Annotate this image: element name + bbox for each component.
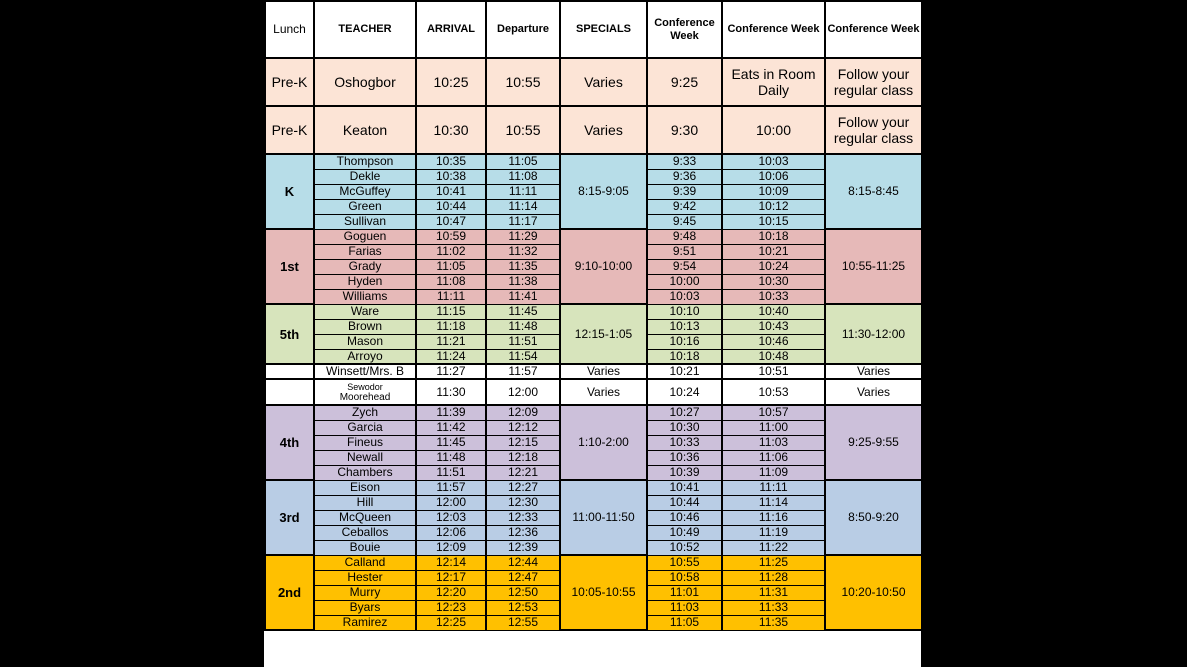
arrival-cell: 11:39 [416,405,486,420]
conference-cell-2: 11:16 [722,510,825,525]
grade-cell: 5th [265,304,314,364]
departure-cell: 12:44 [486,555,560,570]
teacher-cell: Winsett/Mrs. B [314,364,416,379]
conference-cell-2: 10:18 [722,229,825,244]
teacher-cell: Garcia [314,420,416,435]
table-row [265,364,922,379]
teacher-cell: Arroyo [314,349,416,364]
table-row [265,229,922,244]
teacher-cell: Bouie [314,540,416,555]
conference-cell-1: 9:51 [647,244,722,259]
conference-cell-1: 9:45 [647,214,722,229]
header-departure: Departure [486,1,560,58]
teacher-cell: Murry [314,585,416,600]
arrival-cell: 12:23 [416,600,486,615]
conference-cell-1: 10:18 [647,349,722,364]
conference-cell-1: 10:24 [647,379,722,405]
specials-cell: 12:15-1:05 [560,304,647,364]
conference-cell-2: 11:11 [722,480,825,495]
conference-cell-1: 10:46 [647,510,722,525]
conference-cell-2: 10:30 [722,274,825,289]
conference-cell-3: Varies [825,364,922,379]
teacher-cell: Dekle [314,169,416,184]
teacher-cell: Sullivan [314,214,416,229]
grade-cell [265,364,314,379]
teacher-cell: Hyden [314,274,416,289]
conference-cell-2: 11:25 [722,555,825,570]
conference-cell-2: 11:14 [722,495,825,510]
conference-cell-1: 9:42 [647,199,722,214]
teacher-cell: Chambers [314,465,416,480]
departure-cell: 12:47 [486,570,560,585]
specials-cell: Varies [560,379,647,405]
arrival-cell: 10:47 [416,214,486,229]
departure-cell: 10:55 [486,106,560,154]
teacher-cell: Calland [314,555,416,570]
departure-cell: 11:17 [486,214,560,229]
arrival-cell: 11:18 [416,319,486,334]
conference-cell-1: 10:55 [647,555,722,570]
arrival-cell: 11:11 [416,289,486,304]
lunch-schedule-table [264,0,923,631]
conference-cell-2: 10:06 [722,169,825,184]
teacher-cell: Mason [314,334,416,349]
conference-cell-2: 10:03 [722,154,825,169]
teacher-cell: Farias [314,244,416,259]
conference-cell-3: Follow your regular class [825,106,922,154]
departure-cell: 11:05 [486,154,560,169]
conference-cell-1: 9:54 [647,259,722,274]
conference-cell-2: 11:28 [722,570,825,585]
conference-cell-2: 10:21 [722,244,825,259]
departure-cell: 11:11 [486,184,560,199]
conference-cell-1: 9:48 [647,229,722,244]
conference-cell-2: 10:00 [722,106,825,154]
arrival-cell: 11:51 [416,465,486,480]
table-row [265,106,922,154]
departure-cell: 12:39 [486,540,560,555]
arrival-cell: 10:25 [416,58,486,106]
conference-cell-2: 11:09 [722,465,825,480]
conference-cell-1: 10:10 [647,304,722,319]
teacher-cell: Fineus [314,435,416,450]
conference-cell-1: 10:41 [647,480,722,495]
departure-cell: 11:48 [486,319,560,334]
departure-cell: 11:14 [486,199,560,214]
header-conference-week-2: Conference Week [722,1,825,58]
arrival-cell: 12:06 [416,525,486,540]
teacher-name-line-1: Sewodor [347,381,383,392]
header-row [265,1,922,58]
teacher-cell: Oshogbor [314,58,416,106]
conference-cell-3: 8:15-8:45 [825,154,922,229]
conference-cell-2: 10:15 [722,214,825,229]
table-row [265,555,922,570]
departure-cell: 12:30 [486,495,560,510]
departure-cell: 11:54 [486,349,560,364]
arrival-cell: 11:05 [416,259,486,274]
conference-cell-2: 10:12 [722,199,825,214]
conference-cell-3: 10:55-11:25 [825,229,922,304]
conference-cell-1: 10:03 [647,289,722,304]
conference-cell-1: 10:39 [647,465,722,480]
teacher-cell: Goguen [314,229,416,244]
conference-cell-1: 10:44 [647,495,722,510]
departure-cell: 12:27 [486,480,560,495]
conference-cell-2: 10:09 [722,184,825,199]
departure-cell: 12:53 [486,600,560,615]
grade-cell: 2nd [265,555,314,630]
table-row [265,480,922,495]
conference-cell-1: 9:30 [647,106,722,154]
arrival-cell: 12:03 [416,510,486,525]
arrival-cell: 12:20 [416,585,486,600]
conference-cell-1: 10:49 [647,525,722,540]
conference-cell-2: 10:33 [722,289,825,304]
arrival-cell: 10:59 [416,229,486,244]
conference-cell-1: 9:39 [647,184,722,199]
conference-cell-1: 11:05 [647,615,722,630]
table-row [265,154,922,169]
header-lunch: Lunch [265,1,314,58]
arrival-cell: 12:14 [416,555,486,570]
conference-cell-2: 10:51 [722,364,825,379]
conference-cell-2: 10:43 [722,319,825,334]
teacher-cell: Newall [314,450,416,465]
conference-cell-2: 10:57 [722,405,825,420]
departure-cell: 11:45 [486,304,560,319]
conference-cell-1: 10:27 [647,405,722,420]
departure-cell: 11:41 [486,289,560,304]
header-conference-week-3: Conference Week [825,1,922,58]
specials-cell: Varies [560,364,647,379]
grade-cell: 1st [265,229,314,304]
header-conference-week-1: Conference Week [647,1,722,58]
conference-cell-2: 10:40 [722,304,825,319]
conference-cell-3: 8:50-9:20 [825,480,922,555]
conference-cell-1: 10:33 [647,435,722,450]
arrival-cell: 11:42 [416,420,486,435]
arrival-cell: 11:24 [416,349,486,364]
table-row [265,58,922,106]
conference-cell-2: 11:19 [722,525,825,540]
conference-cell-3: 10:20-10:50 [825,555,922,630]
conference-cell-3: Varies [825,379,922,405]
departure-cell: 12:00 [486,379,560,405]
grade-cell [265,379,314,405]
table-row [265,405,922,420]
teacher-cell: Ramirez [314,615,416,630]
conference-cell-1: 10:13 [647,319,722,334]
conference-cell-2: 11:33 [722,600,825,615]
arrival-cell: 11:48 [416,450,486,465]
departure-cell: 11:32 [486,244,560,259]
conference-cell-1: 10:36 [647,450,722,465]
conference-cell-2: 10:53 [722,379,825,405]
departure-cell: 11:08 [486,169,560,184]
departure-cell: 12:15 [486,435,560,450]
arrival-cell: 12:25 [416,615,486,630]
conference-cell-2: 11:03 [722,435,825,450]
conference-cell-1: 10:00 [647,274,722,289]
arrival-cell: 10:30 [416,106,486,154]
arrival-cell: 10:35 [416,154,486,169]
conference-cell-1: 9:36 [647,169,722,184]
arrival-cell: 11:27 [416,364,486,379]
specials-cell: 8:15-9:05 [560,154,647,229]
departure-cell: 12:50 [486,585,560,600]
specials-cell: 9:10-10:00 [560,229,647,304]
teacher-cell: Hill [314,495,416,510]
arrival-cell: 11:21 [416,334,486,349]
conference-cell-1: 10:21 [647,364,722,379]
teacher-cell: Brown [314,319,416,334]
teacher-cell: McGuffey [314,184,416,199]
conference-cell-1: 10:30 [647,420,722,435]
arrival-cell: 12:17 [416,570,486,585]
header-specials: SPECIALS [560,1,647,58]
conference-cell-2: 10:24 [722,259,825,274]
teacher-cell: Grady [314,259,416,274]
conference-cell-1: 9:25 [647,58,722,106]
teacher-cell: McQueen [314,510,416,525]
grade-cell: Pre-K [265,106,314,154]
arrival-cell: 11:02 [416,244,486,259]
teacher-cell: Green [314,199,416,214]
departure-cell: 12:12 [486,420,560,435]
header-arrival: ARRIVAL [416,1,486,58]
departure-cell: 11:35 [486,259,560,274]
conference-cell-1: 10:16 [647,334,722,349]
conference-cell-2: 10:46 [722,334,825,349]
conference-cell-3: Follow your regular class [825,58,922,106]
specials-cell: Varies [560,106,647,154]
arrival-cell: 12:09 [416,540,486,555]
specials-cell: 11:00-11:50 [560,480,647,555]
teacher-cell [314,379,416,405]
teacher-cell: Williams [314,289,416,304]
arrival-cell: 10:44 [416,199,486,214]
grade-cell: 3rd [265,480,314,555]
conference-cell-2: 11:31 [722,585,825,600]
arrival-cell: 10:41 [416,184,486,199]
arrival-cell: 11:57 [416,480,486,495]
teacher-name-line-2: Moorehead [339,391,391,403]
conference-cell-1: 10:58 [647,570,722,585]
conference-cell-2: 11:06 [722,450,825,465]
arrival-cell: 11:30 [416,379,486,405]
conference-cell-1: 11:03 [647,600,722,615]
teacher-cell: Byars [314,600,416,615]
teacher-cell: Ware [314,304,416,319]
departure-cell: 12:09 [486,405,560,420]
grade-cell: K [265,154,314,229]
teacher-cell: Hester [314,570,416,585]
conference-cell-1: 9:33 [647,154,722,169]
departure-cell: 12:18 [486,450,560,465]
specials-cell: Varies [560,58,647,106]
arrival-cell: 11:15 [416,304,486,319]
departure-cell: 12:55 [486,615,560,630]
conference-cell-2: 11:22 [722,540,825,555]
arrival-cell: 11:45 [416,435,486,450]
teacher-cell: Eison [314,480,416,495]
teacher-cell: Thompson [314,154,416,169]
departure-cell: 11:38 [486,274,560,289]
grade-cell: 4th [265,405,314,480]
conference-cell-1: 10:52 [647,540,722,555]
departure-cell: 10:55 [486,58,560,106]
conference-cell-2: 10:48 [722,349,825,364]
specials-cell: 10:05-10:55 [560,555,647,630]
conference-cell-2: 11:00 [722,420,825,435]
departure-cell: 11:57 [486,364,560,379]
grade-cell: Pre-K [265,58,314,106]
table-row [265,304,922,319]
departure-cell: 11:29 [486,229,560,244]
specials-cell: 1:10-2:00 [560,405,647,480]
conference-cell-3: 11:30-12:00 [825,304,922,364]
teacher-cell: Zych [314,405,416,420]
teacher-cell: Keaton [314,106,416,154]
conference-cell-2: 11:35 [722,615,825,630]
table-row [265,379,922,405]
departure-cell: 12:33 [486,510,560,525]
conference-cell-3: 9:25-9:55 [825,405,922,480]
teacher-cell: Ceballos [314,525,416,540]
departure-cell: 12:36 [486,525,560,540]
arrival-cell: 11:08 [416,274,486,289]
departure-cell: 11:51 [486,334,560,349]
conference-cell-1: 11:01 [647,585,722,600]
arrival-cell: 10:38 [416,169,486,184]
header-teacher: TEACHER [314,1,416,58]
departure-cell: 12:21 [486,465,560,480]
schedule-sheet [264,0,921,667]
conference-cell-2: Eats in Room Daily [722,58,825,106]
arrival-cell: 12:00 [416,495,486,510]
